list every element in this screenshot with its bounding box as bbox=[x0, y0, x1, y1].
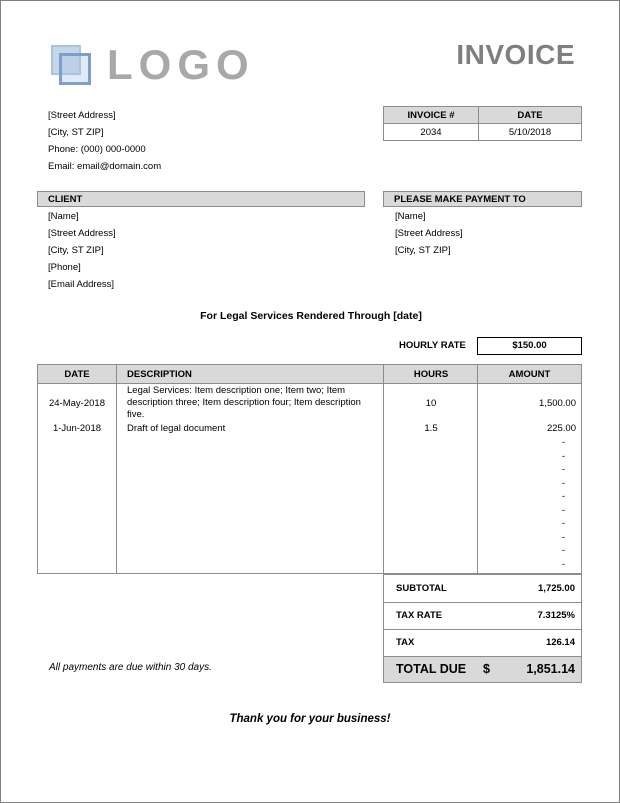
company-email: Email: email@domain.com bbox=[48, 161, 162, 172]
row-2-hours: 1.5 bbox=[424, 423, 438, 434]
empty-amount: - bbox=[561, 491, 565, 502]
row-1-date: 24-May-2018 bbox=[49, 398, 105, 409]
invoice-number-value[interactable]: 2034 bbox=[384, 124, 479, 141]
row-2-amount: 225.00 bbox=[546, 423, 576, 434]
tax-rate-value[interactable]: 7.3125% bbox=[537, 610, 575, 621]
payee-details bbox=[395, 208, 575, 259]
company-phone: Phone: (000) 000-0000 bbox=[48, 144, 146, 155]
empty-amount: - bbox=[561, 464, 565, 475]
invoice-date-value[interactable]: 5/10/2018 bbox=[479, 124, 582, 141]
company-address bbox=[48, 107, 288, 175]
payee-street: [Street Address] bbox=[395, 228, 463, 239]
subtotal-label: SUBTOTAL bbox=[396, 583, 447, 594]
client-email: [Email Address] bbox=[48, 279, 114, 290]
totals-box bbox=[383, 574, 582, 683]
tax-label: TAX bbox=[396, 637, 415, 648]
invoice-number-header: INVOICE # bbox=[384, 107, 479, 124]
company-logo bbox=[49, 41, 279, 88]
client-name: [Name] bbox=[48, 211, 79, 222]
thank-you-note: Thank you for your business! bbox=[229, 713, 391, 725]
col-header-hours: HOURS bbox=[384, 365, 478, 384]
payee-header: PLEASE MAKE PAYMENT TO bbox=[383, 191, 582, 207]
row-1-hours: 10 bbox=[425, 398, 437, 409]
client-phone: [Phone] bbox=[48, 262, 81, 273]
empty-amount: - bbox=[561, 437, 565, 448]
invoice-meta-table bbox=[383, 106, 582, 141]
empty-amount: - bbox=[561, 477, 565, 489]
total-due-label: TOTAL DUE bbox=[396, 662, 467, 676]
col-divider bbox=[383, 365, 384, 573]
row-2-date: 1-Jun-2018 bbox=[52, 423, 102, 434]
client-street: [Street Address] bbox=[48, 228, 116, 239]
col-divider bbox=[116, 365, 117, 573]
row-1-description: Legal Services: Item description one; Item two; Item description three; Item description four; Item description five. bbox=[127, 385, 361, 420]
empty-amount: - bbox=[561, 504, 565, 516]
row-2-description: Draft of legal document bbox=[127, 423, 226, 434]
client-header: CLIENT bbox=[37, 191, 365, 207]
tax-rate-row bbox=[384, 602, 581, 629]
empty-amount: - bbox=[561, 558, 565, 570]
client-details bbox=[48, 208, 348, 293]
hourly-rate-value[interactable]: $150.00 bbox=[477, 337, 582, 355]
payee-name: [Name] bbox=[395, 211, 426, 222]
tax-row bbox=[384, 629, 581, 656]
empty-amount: - bbox=[561, 518, 565, 529]
hourly-rate-label: HOURLY RATE bbox=[399, 340, 466, 351]
client-city: [City, ST ZIP] bbox=[48, 245, 104, 256]
subtotal-value: 1,725.00 bbox=[538, 583, 575, 594]
col-header-date: DATE bbox=[38, 365, 116, 384]
payment-terms: All payments are due within 30 days. bbox=[49, 662, 212, 673]
tax-rate-label: TAX RATE bbox=[396, 610, 443, 621]
invoice-title: INVOICE bbox=[456, 39, 575, 70]
total-due-row bbox=[384, 657, 581, 682]
col-divider bbox=[477, 365, 478, 573]
row-1-amount: 1,500.00 bbox=[539, 398, 576, 409]
total-due-value: 1,851.14 bbox=[526, 662, 575, 676]
items-table bbox=[37, 364, 582, 574]
empty-amount: - bbox=[561, 545, 565, 556]
col-header-amount: AMOUNT bbox=[478, 365, 581, 384]
invoice-date-header: DATE bbox=[479, 107, 582, 124]
subtotal-row bbox=[384, 575, 581, 602]
empty-amount: - bbox=[561, 531, 565, 543]
col-header-description: DESCRIPTION bbox=[116, 365, 384, 384]
empty-amount: - bbox=[561, 450, 565, 462]
logo-text: LOGO bbox=[107, 41, 255, 88]
services-line: For Legal Services Rendered Through [date] bbox=[200, 310, 422, 322]
company-city: [City, ST ZIP] bbox=[48, 127, 104, 138]
tax-value: 126.14 bbox=[545, 637, 575, 648]
logo-square-front bbox=[59, 53, 91, 85]
currency-symbol: $ bbox=[483, 662, 490, 676]
company-street: [Street Address] bbox=[48, 110, 116, 121]
payee-city: [City, ST ZIP] bbox=[395, 245, 451, 256]
